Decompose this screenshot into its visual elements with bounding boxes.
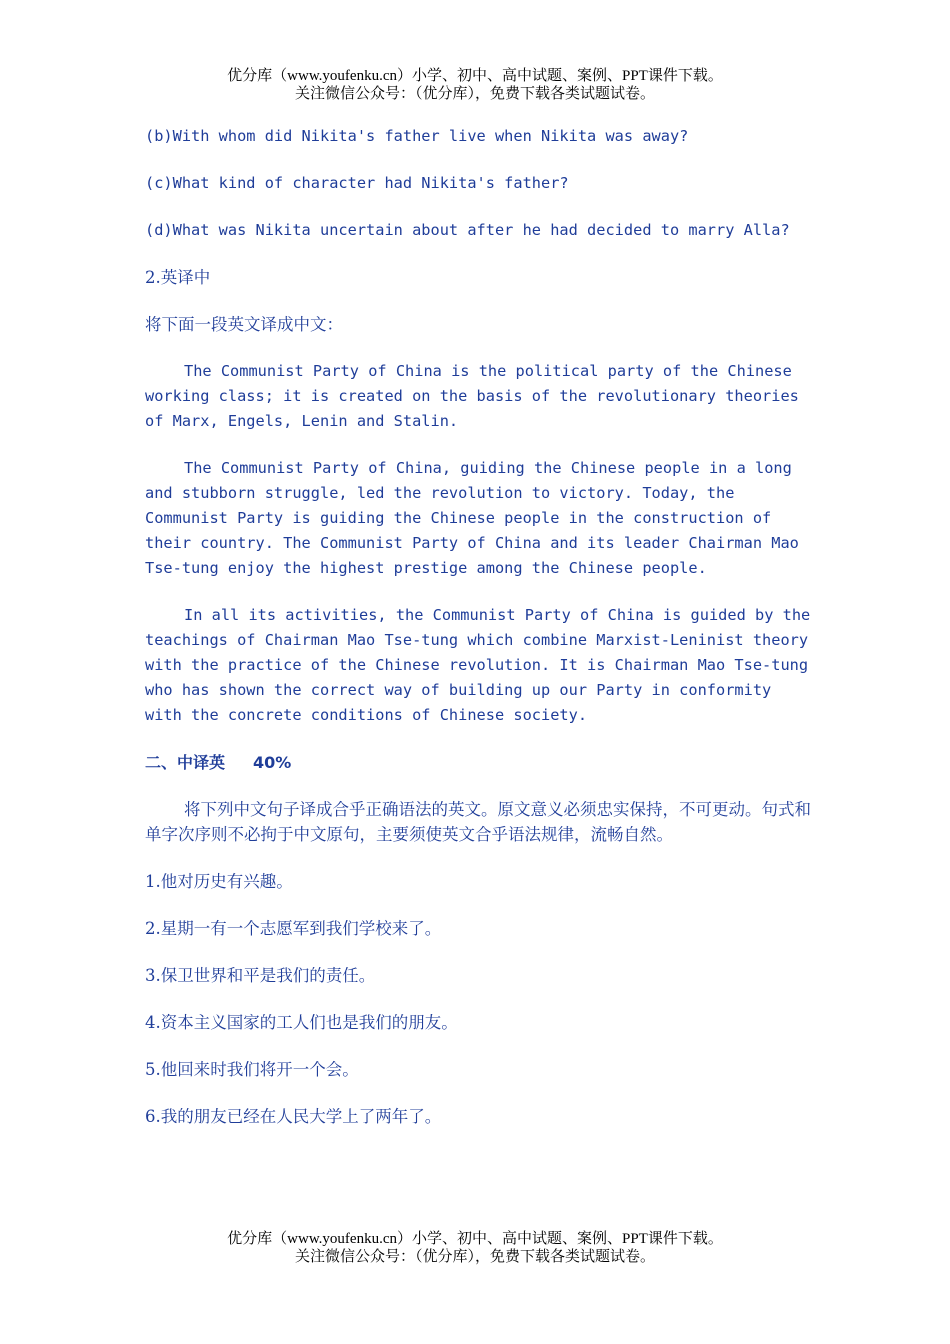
footer-line-1: 优分库（www.youfenku.cn）小学、初中、高中试题、案例、PPT课件下载。: [227, 1231, 723, 1247]
sentence-item-6: 6.我的朋友已经在人民大学上了两年了。: [145, 1107, 442, 1126]
sentence-item-1: 1.他对历史有兴趣。: [145, 872, 293, 891]
sentence-item-2: 2.星期一有一个志愿军到我们学校来了。: [145, 919, 442, 938]
header-line-1: 优分库（www.youfenku.cn）小学、初中、高中试题、案例、PPT课件下载。: [227, 68, 723, 84]
sentence-item-5: 5.他回来时我们将开一个会。: [145, 1060, 359, 1079]
section-heading-chinese-to-english: [145, 750, 815, 775]
document-body: [145, 124, 815, 1151]
passage-paragraph-2: The Communist Party of China, guiding the Chinese people in a long and stubborn struggle, led the revolution to victory. Today, the Communist Party is guiding the Chinese people in the construction of their country. The Communist Party of China and its leader Chairman Mao Tse-tung enjoy the highest prestige among the Chinese people.: [145, 459, 799, 577]
passage-paragraph-1: The Communist Party of China is the political party of the Chinese working class; it is created on the basis of the revolutionary theories of Marx, Engels, Lenin and Stalin.: [145, 362, 799, 430]
section-heading-percent: 40%: [253, 753, 292, 772]
section2-instruction: 将下列中文句子译成合乎正确语法的英文。原文意义必须忠实保持，不可更动。句式和单字次序则不必拘于中文原句，主要须使英文合乎语法规律，流畅自然。: [145, 800, 811, 844]
sentence-item-4: 4.资本主义国家的工人们也是我们的朋友。: [145, 1013, 458, 1032]
page-header: [0, 67, 950, 103]
translation-instruction: 将下面一段英文译成中文：: [145, 315, 343, 334]
footer-line-2: 关注微信公众号：（优分库），免费下载各类试题试卷。: [294, 1249, 655, 1265]
header-line-2: 关注微信公众号：（优分库），免费下载各类试题试卷。: [294, 86, 655, 102]
page-footer: [0, 1230, 950, 1266]
question-d: (d)What was Nikita uncertain about after he had decided to marry Alla?: [145, 221, 790, 239]
passage-paragraph-3: In all its activities, the Communist Party of China is guided by the teachings of Chairman Mao Tse-tung which combine Marxist-Leninist theory with the practice of the Chinese revolution. It is Chairman Mao Tse-tung who has shown the correct way of building up our Party in conformity with the concrete conditions of Chinese society.: [145, 606, 811, 724]
section-heading-title: 二、中译英: [145, 753, 226, 772]
sentence-item-3: 3.保卫世界和平是我们的责任。: [145, 966, 376, 985]
question-b: (b)With whom did Nikita's father live when Nikita was away?: [145, 127, 689, 145]
section-title-english-to-chinese: 2.英译中: [145, 268, 211, 287]
question-c: (c)What kind of character had Nikita's father?: [145, 174, 569, 192]
